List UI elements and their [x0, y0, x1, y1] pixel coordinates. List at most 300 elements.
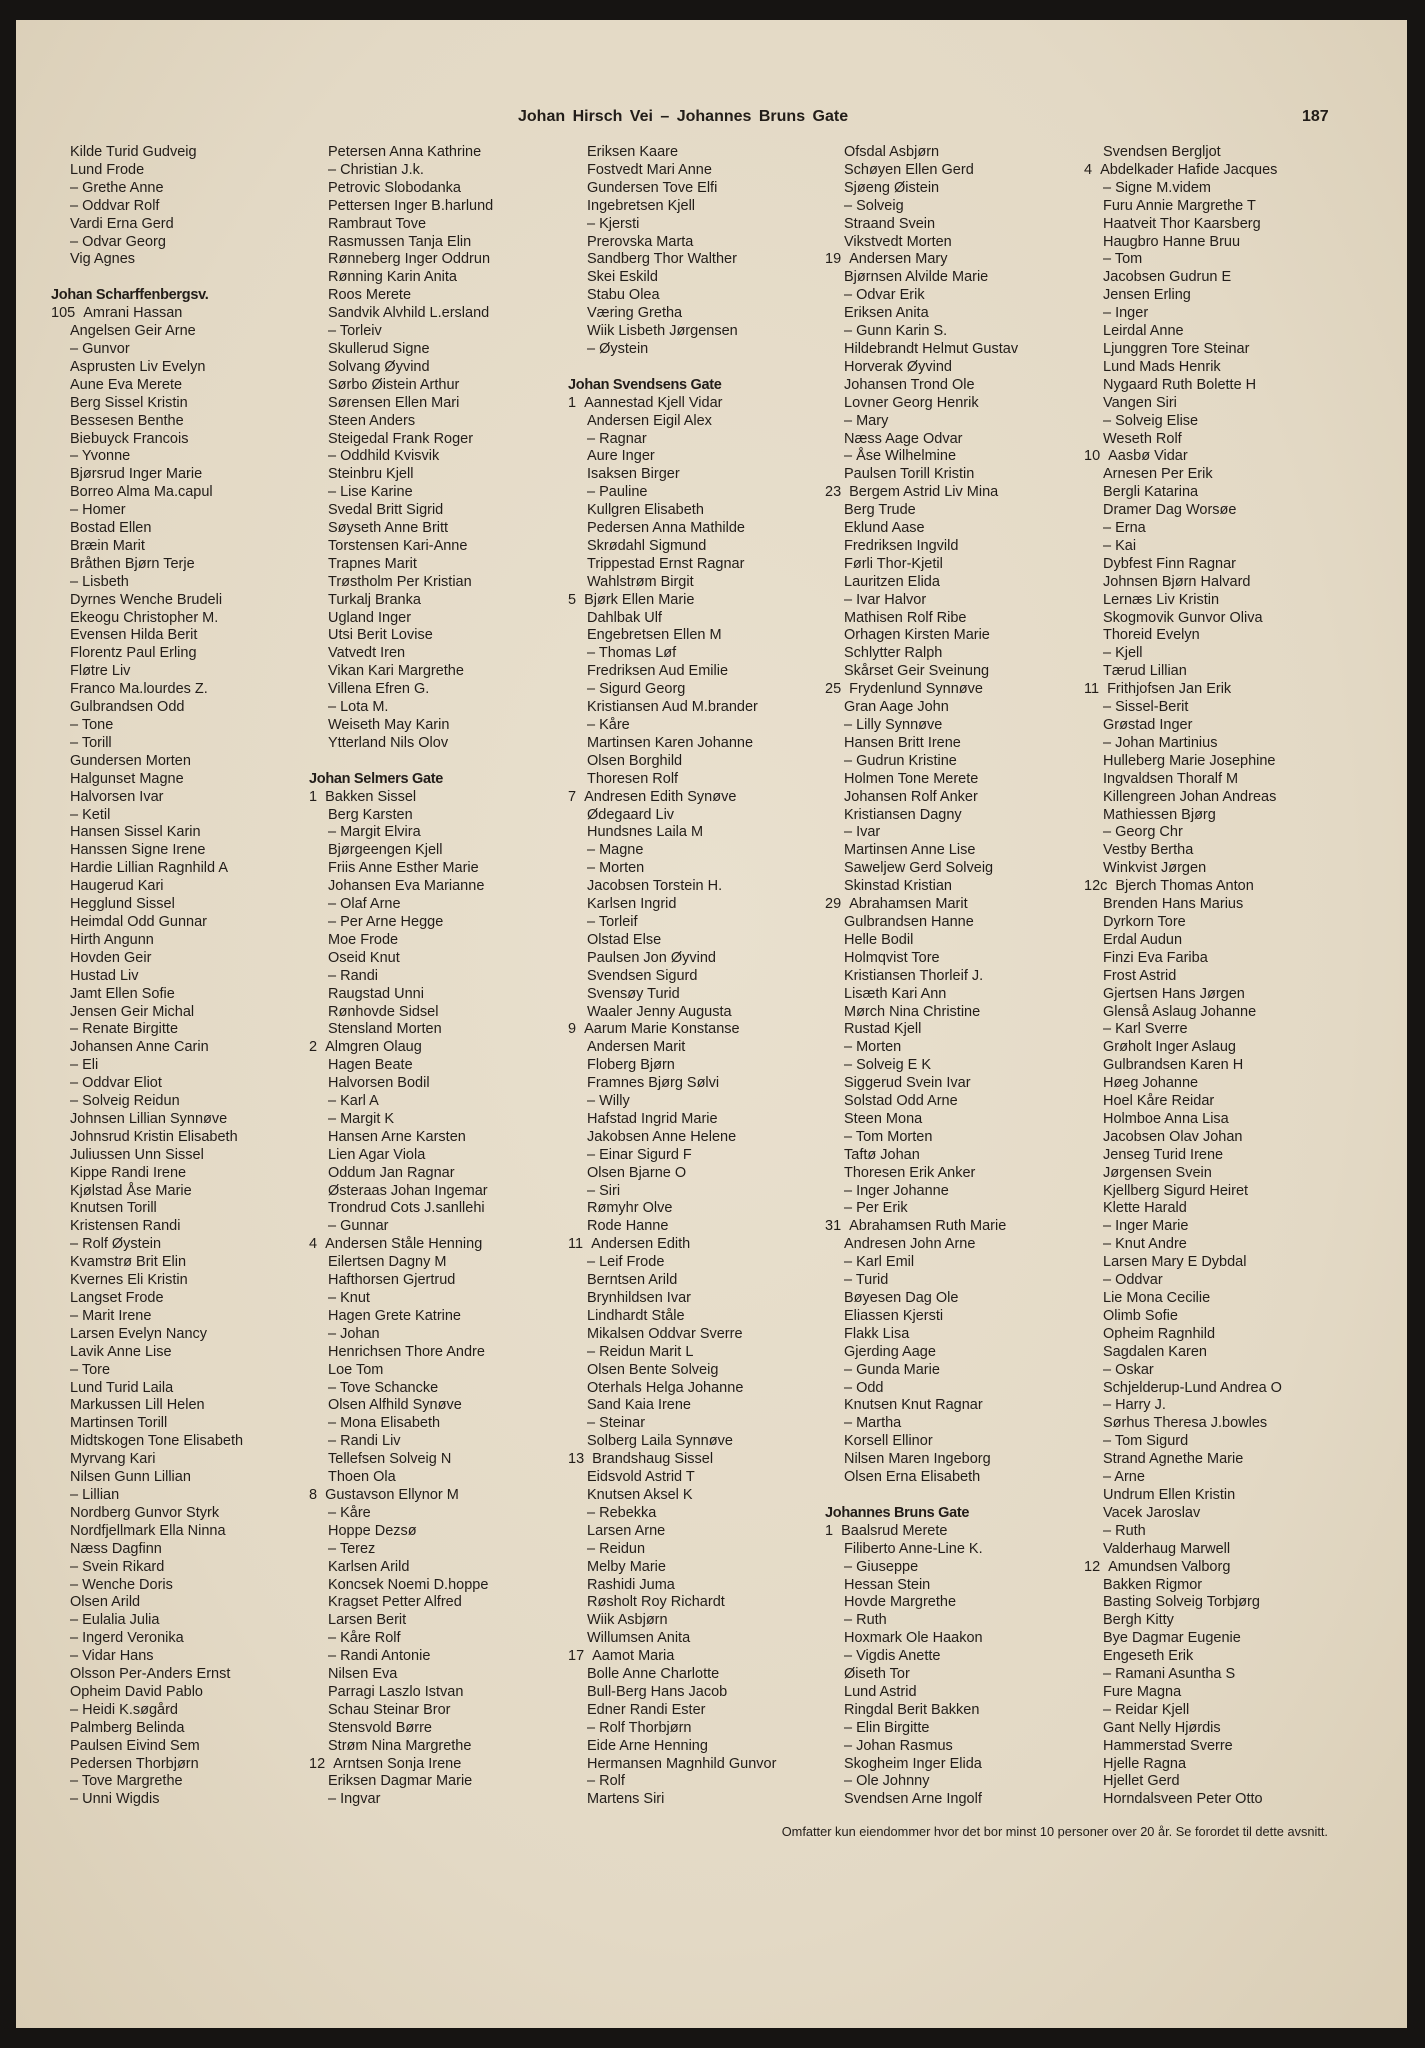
directory-entry: [51, 914, 301, 932]
resident-name: – Lilly Synnøve: [844, 717, 943, 733]
resident-name: Hoxmark Ole Haakon: [844, 1630, 983, 1647]
directory-entry: [825, 1702, 1075, 1720]
resident-name: Holmen Tone Merete: [844, 770, 979, 787]
directory-entry: [51, 1254, 301, 1272]
resident-name: – Eulalia Julia: [70, 1612, 160, 1629]
resident-name: Heimdal Odd Gunnar: [70, 913, 208, 930]
directory-entry: [51, 359, 301, 377]
resident-name: – Kai: [1103, 537, 1137, 554]
resident-name: Andersen Marit: [587, 1039, 686, 1056]
resident-name: – Oddvar Rolf: [70, 197, 160, 214]
resident-name: Lernæs Liv Kristin: [1103, 591, 1220, 608]
resident-name: Hagen Beate: [328, 1057, 413, 1074]
resident-name: Johnsen Lillian Synnøve: [70, 1110, 228, 1127]
street-heading: Johan Scharffenbergsv.: [51, 287, 209, 304]
directory-entry: [825, 824, 1075, 842]
resident-name: – Olaf Arne: [328, 896, 401, 913]
resident-name: Fure Magna: [1103, 1683, 1182, 1700]
directory-entry: [825, 377, 1075, 395]
directory-entry: [825, 1254, 1075, 1272]
resident-name: Erdal Audun: [1103, 931, 1183, 948]
house-number: 29: [825, 896, 842, 913]
directory-entry: [51, 824, 301, 842]
directory-entry: [309, 251, 559, 269]
resident-name: – Turid: [844, 1272, 889, 1289]
resident-name: Larsen Arne: [587, 1522, 666, 1539]
directory-entry: [51, 1612, 301, 1630]
directory-entry: [51, 574, 301, 592]
resident-name: Aamot Maria: [592, 1648, 675, 1665]
page-number: 187: [1302, 108, 1329, 125]
directory-entry: [1084, 1093, 1334, 1111]
directory-entry: [309, 520, 559, 538]
directory-entry: [1084, 860, 1334, 878]
directory-entry: [568, 395, 818, 413]
resident-name: Bergem Astrid Liv Mina: [849, 484, 999, 501]
resident-name: Larsen Mary E Dybdal: [1103, 1254, 1247, 1271]
directory-entry: [825, 950, 1075, 968]
directory-entry: [309, 1505, 559, 1523]
resident-name: Juliussen Unn Sissel: [70, 1146, 204, 1163]
directory-entry: [568, 1577, 818, 1595]
resident-name: – Thomas Løf: [587, 645, 677, 662]
directory-entry: [1084, 627, 1334, 645]
directory-entry: [309, 180, 559, 198]
directory-entry: [1084, 1129, 1334, 1147]
house-number: 9: [568, 1021, 577, 1038]
resident-name: – Ingvar: [328, 1791, 381, 1808]
directory-entry: [568, 198, 818, 216]
directory-entry: [568, 1397, 818, 1415]
directory-entry: [51, 1308, 301, 1326]
resident-name: Gulbrandsen Hanne: [844, 913, 974, 930]
directory-entry: [1084, 1075, 1334, 1093]
resident-name: Bergh Kitty: [1103, 1612, 1174, 1629]
directory-entry: [309, 932, 559, 950]
directory-entry: [51, 807, 301, 825]
resident-name: Turkalj Branka: [328, 591, 421, 608]
directory-entry: [51, 1021, 301, 1039]
directory-entry: [51, 1666, 301, 1684]
directory-entry: [825, 1183, 1075, 1201]
resident-name: – Tom Morten: [844, 1128, 933, 1145]
directory-entry: [568, 1344, 818, 1362]
resident-name: – Solveig Elise: [1103, 412, 1199, 429]
resident-name: Andresen Edith Synøve: [584, 788, 737, 805]
directory-entry: [309, 144, 559, 162]
directory-entry: [309, 878, 559, 896]
directory-entry: [825, 180, 1075, 198]
resident-name: Schjelderup-Lund Andrea O: [1103, 1379, 1282, 1396]
resident-name: Hovden Geir: [70, 949, 152, 966]
resident-name: Svendsen Bergljot: [1103, 144, 1221, 160]
resident-name: – Renate Birgitte: [70, 1021, 179, 1038]
directory-entry: [1084, 699, 1334, 717]
directory-column-3: [568, 144, 818, 1809]
resident-name: Kvernes Eli Kristin: [70, 1272, 188, 1289]
directory-entry: [825, 1577, 1075, 1595]
footnote: Omfatter kun eiendommer hvor det bor minst 10 personer over 20 år. Se forordet til dette avsnitt.: [781, 1824, 1328, 1839]
directory-entry: [1084, 538, 1334, 556]
resident-name: Utsi Berit Lovise: [328, 627, 433, 644]
directory-entry: [51, 1344, 301, 1362]
resident-name: Jørgensen Svein: [1103, 1164, 1212, 1181]
resident-name: Wahlstrøm Birgit: [587, 573, 694, 590]
directory-entry: [51, 538, 301, 556]
directory-entry: [1084, 216, 1334, 234]
resident-name: – Ketil: [70, 806, 111, 823]
resident-name: Tærud Lillian: [1103, 663, 1187, 680]
directory-entry: [309, 1720, 559, 1738]
resident-name: Kristiansen Dagny: [844, 806, 962, 823]
resident-name: Søyseth Anne Britt: [328, 520, 449, 537]
directory-entry: [825, 1057, 1075, 1075]
resident-name: – Lisbeth: [70, 573, 129, 590]
directory-entry: [309, 1630, 559, 1648]
resident-name: – Ruth: [1103, 1522, 1146, 1539]
resident-name: – Tom: [1103, 251, 1143, 268]
resident-name: – Grethe Anne: [70, 179, 164, 196]
directory-entry: [568, 986, 818, 1004]
directory-entry: [568, 1720, 818, 1738]
directory-entry: [568, 574, 818, 592]
resident-name: – Morten: [587, 860, 645, 877]
resident-name: Prerovska Marta: [587, 233, 694, 250]
directory-entry: [309, 1612, 559, 1630]
directory-entry: [309, 413, 559, 431]
directory-entry: [825, 1344, 1075, 1362]
directory-entry: [51, 448, 301, 466]
resident-name: Asprusten Liv Evelyn: [70, 358, 206, 375]
resident-name: Knutsen Aksel K: [587, 1486, 693, 1503]
resident-name: Hoel Kåre Reidar: [1103, 1093, 1215, 1110]
directory-entry: [568, 234, 818, 252]
directory-entry: [1084, 1612, 1334, 1630]
resident-name: Trippestad Ernst Ragnar: [587, 555, 745, 572]
directory-entry: [568, 1612, 818, 1630]
directory-entry: [309, 431, 559, 449]
resident-name: Opheim Ragnhild: [1103, 1325, 1216, 1342]
resident-name: Johansen Anne Carin: [70, 1039, 209, 1056]
directory-entry: [568, 1004, 818, 1022]
directory-entry: [1084, 878, 1334, 896]
resident-name: Vatvedt Iren: [328, 645, 406, 662]
resident-name: – Vidar Hans: [70, 1648, 154, 1665]
resident-name: Lovner Georg Henrik: [844, 394, 979, 411]
resident-name: Parragi Laszlo Istvan: [328, 1683, 464, 1700]
directory-entry: [568, 1451, 818, 1469]
resident-name: Grøstad Inger: [1103, 717, 1193, 733]
resident-name: – Yvonne: [70, 448, 131, 465]
directory-entry: [1084, 1469, 1334, 1487]
resident-name: Paulsen Jon Øyvind: [587, 949, 716, 966]
directory-entry: [309, 699, 559, 717]
resident-name: – Siri: [587, 1182, 621, 1199]
directory-entry: [825, 932, 1075, 950]
house-number: 8: [309, 1486, 318, 1503]
directory-entry: [568, 789, 818, 807]
directory-entry: [1084, 466, 1334, 484]
resident-name: Berg Trude: [844, 502, 916, 519]
resident-name: Holmboe Anna Lisa: [1103, 1110, 1229, 1127]
directory-entry: [309, 1057, 559, 1075]
house-number: 1: [309, 788, 318, 805]
resident-name: – Åse Wilhelmine: [844, 448, 957, 465]
directory-entry: [568, 269, 818, 287]
directory-entry: [1084, 1523, 1334, 1541]
resident-name: Sandberg Thor Walther: [587, 251, 737, 268]
resident-name: Furu Annie Margrethe T: [1103, 197, 1256, 214]
resident-name: Fredriksen Aud Emilie: [587, 663, 729, 680]
directory-entry: [51, 645, 301, 663]
directory-entry: [568, 681, 818, 699]
resident-name: Solvang Øyvind: [328, 358, 430, 375]
resident-name: – Per Erik: [844, 1200, 908, 1217]
resident-name: Kristensen Randi: [70, 1218, 181, 1235]
resident-name: Olstad Else: [587, 931, 662, 948]
directory-entry: [568, 1200, 818, 1218]
resident-name: Finzi Eva Fariba: [1103, 949, 1208, 966]
directory-entry: [825, 807, 1075, 825]
directory-entry: [1084, 1630, 1334, 1648]
directory-entry: [309, 1290, 559, 1308]
resident-name: Bolle Anne Charlotte: [587, 1666, 720, 1683]
resident-name: Lund Mads Henrik: [1103, 358, 1221, 375]
resident-name: Henrichsen Thore Andre: [328, 1343, 485, 1360]
directory-entry: [568, 1326, 818, 1344]
resident-name: Eriksen Anita: [844, 305, 929, 322]
resident-name: – Lota M.: [328, 699, 389, 716]
resident-name: Karlsen Ingrid: [587, 896, 677, 913]
directory-entry: [568, 1415, 818, 1433]
directory-entry: [51, 699, 301, 717]
directory-entry: [309, 1684, 559, 1702]
resident-name: Kippe Randi Irene: [70, 1164, 187, 1181]
directory-entry: [309, 645, 559, 663]
resident-name: Weiseth May Karin: [328, 717, 450, 733]
directory-entry: [309, 789, 559, 807]
resident-name: Koncsek Noemi D.hoppe: [328, 1576, 489, 1593]
directory-entry: [309, 592, 559, 610]
directory-entry: [1084, 1057, 1334, 1075]
directory-entry: [309, 1523, 559, 1541]
resident-name: Friis Anne Esther Marie: [328, 860, 479, 877]
directory-entry: [825, 1004, 1075, 1022]
street-heading: Johannes Bruns Gate: [825, 1504, 970, 1521]
directory-entry: [51, 1756, 301, 1774]
resident-name: – Gudrun Kristine: [844, 752, 957, 769]
directory-entry: [568, 1165, 818, 1183]
directory-entry: [1084, 1559, 1334, 1577]
directory-entry: [1084, 1756, 1334, 1774]
directory-entry: [51, 1039, 301, 1057]
directory-entry: [568, 413, 818, 431]
directory-entry: [51, 1075, 301, 1093]
resident-name: Raugstad Unni: [328, 985, 424, 1002]
resident-name: Torstensen Kari-Anne: [328, 537, 468, 554]
resident-name: – Steinar: [587, 1415, 646, 1432]
directory-entry: [309, 1451, 559, 1469]
resident-name: Ingvaldsen Thoralf M: [1103, 770, 1239, 787]
directory-entry: [568, 1254, 818, 1272]
resident-name: – Mary: [844, 412, 889, 429]
directory-entry: [825, 771, 1075, 789]
directory-entry: [309, 735, 559, 753]
resident-name: – Morten: [844, 1039, 902, 1056]
directory-entry: [51, 1147, 301, 1165]
directory-entry: [51, 502, 301, 520]
directory-entry: [51, 1577, 301, 1595]
resident-name: Nygaard Ruth Bolette H: [1103, 376, 1257, 393]
directory-entry: [309, 1236, 559, 1254]
directory-entry: [825, 305, 1075, 323]
directory-entry: [51, 1773, 301, 1791]
resident-name: Hansen Sissel Karin: [70, 824, 201, 841]
resident-name: Lindhardt Ståle: [587, 1307, 685, 1324]
directory-entry: [309, 807, 559, 825]
house-number: 11: [1084, 681, 1100, 698]
resident-name: Willumsen Anita: [587, 1630, 691, 1647]
directory-entry: [309, 1756, 559, 1774]
directory-entry: [825, 1380, 1075, 1398]
directory-entry: [51, 251, 301, 269]
resident-name: – Kåre: [587, 717, 630, 733]
resident-name: Glenså Aslaug Johanne: [1103, 1003, 1257, 1020]
directory-entry: [309, 556, 559, 574]
resident-name: Framnes Bjørg Sølvi: [587, 1075, 720, 1092]
resident-name: Olsen Bente Solveig: [587, 1361, 719, 1378]
resident-name: Engebretsen Ellen M: [587, 627, 722, 644]
directory-entry: [568, 807, 818, 825]
resident-name: – Georg Chr: [1103, 824, 1183, 841]
directory-entry: [309, 1004, 559, 1022]
resident-name: – Inger Marie: [1103, 1218, 1189, 1235]
resident-name: Ingebretsen Kjell: [587, 197, 696, 214]
resident-name: – Gunvor: [70, 340, 130, 357]
directory-entry: [51, 1272, 301, 1290]
directory-entry: [51, 1236, 301, 1254]
resident-name: – Tore: [70, 1361, 111, 1378]
directory-entry: [568, 771, 818, 789]
resident-name: Ofsdal Asbjørn: [844, 144, 940, 160]
resident-name: Vangen Siri: [1103, 394, 1177, 411]
resident-name: Skinstad Kristian: [844, 878, 952, 895]
directory-entry: [51, 1559, 301, 1577]
resident-name: Strøm Nina Margrethe: [328, 1737, 472, 1754]
resident-name: Ugland Inger: [328, 609, 412, 626]
resident-name: – Tone: [70, 717, 114, 733]
directory-entry: [825, 663, 1075, 681]
resident-name: Kullgren Elisabeth: [587, 502, 704, 519]
resident-name: Andersen Eigil Alex: [587, 412, 712, 429]
resident-name: – Karl Emil: [844, 1254, 915, 1271]
resident-name: – Arne: [1103, 1469, 1145, 1486]
directory-entry: [1084, 395, 1334, 413]
resident-name: Orhagen Kirsten Marie: [844, 627, 990, 644]
resident-name: – Odvar Georg: [70, 233, 166, 250]
resident-name: Hafthorsen Gjertrud: [328, 1272, 456, 1289]
resident-name: Jacobsen Gudrun E: [1103, 269, 1232, 286]
resident-name: Hirth Angunn: [70, 931, 154, 948]
directory-entry: [1084, 1021, 1334, 1039]
resident-name: – Randi Liv: [328, 1433, 401, 1450]
directory-entry: [1084, 305, 1334, 323]
resident-name: Ytterland Nils Olov: [328, 734, 449, 751]
directory-entry: [309, 323, 559, 341]
directory-entry: [1084, 1773, 1334, 1791]
directory-entry: [568, 1505, 818, 1523]
resident-name: Svendsen Sigurd: [587, 967, 698, 984]
directory-entry: [51, 1362, 301, 1380]
directory-entry: [51, 1791, 301, 1809]
directory-entry: [568, 466, 818, 484]
resident-name: Steen Anders: [328, 412, 416, 429]
house-number: 1: [568, 394, 577, 411]
directory-entry: [51, 1004, 301, 1022]
resident-name: Arntsen Sonja Irene: [333, 1755, 462, 1772]
directory-entry: [568, 1594, 818, 1612]
directory-entry: [568, 932, 818, 950]
directory-entry: [51, 162, 301, 180]
directory-entry: [51, 1487, 301, 1505]
resident-name: Andersen Ståle Henning: [325, 1236, 483, 1253]
directory-entry: [1084, 842, 1334, 860]
resident-name: Skogheim Inger Elida: [844, 1755, 982, 1772]
directory-entry: [825, 1290, 1075, 1308]
resident-name: – Giuseppe: [844, 1558, 919, 1575]
directory-entry: [309, 1272, 559, 1290]
resident-name: Hovde Margrethe: [844, 1594, 957, 1611]
directory-entry: [309, 1666, 559, 1684]
directory-entry: [51, 1218, 301, 1236]
directory-entry: [1084, 592, 1334, 610]
resident-name: Steen Mona: [844, 1110, 923, 1127]
resident-name: Horverak Øyvind: [844, 358, 952, 375]
resident-name: Gulbrandsen Odd: [70, 699, 185, 716]
directory-entry: [309, 914, 559, 932]
resident-name: Rønneberg Inger Oddrun: [328, 251, 491, 268]
resident-name: Svensøy Turid: [587, 985, 680, 1002]
resident-name: Berg Sissel Kristin: [70, 394, 188, 411]
resident-name: Loe Tom: [328, 1361, 384, 1378]
directory-entry: [568, 144, 818, 162]
directory-entry: [825, 610, 1075, 628]
resident-name: Hansen Arne Karsten: [328, 1128, 466, 1145]
resident-name: Oddum Jan Ragnar: [328, 1164, 455, 1181]
resident-name: Oseid Knut: [328, 949, 400, 966]
resident-name: Bråthen Bjørn Terje: [70, 555, 195, 572]
directory-entry: [1084, 287, 1334, 305]
directory-entry: [568, 663, 818, 681]
resident-name: Bjørk Ellen Marie: [584, 591, 695, 608]
resident-name: Winkvist Jørgen: [1103, 860, 1207, 877]
resident-name: Vikstvedt Morten: [844, 233, 952, 250]
resident-name: – Kåre: [328, 1504, 371, 1521]
directory-entry: [51, 1469, 301, 1487]
directory-entry: [825, 1236, 1075, 1254]
directory-entry: [825, 968, 1075, 986]
resident-name: Østeraas Johan Ingemar: [328, 1182, 488, 1199]
directory-entry: [1084, 1344, 1334, 1362]
directory-column-5: [1084, 144, 1334, 1809]
directory-entry: [1084, 180, 1334, 198]
directory-entry: [309, 1165, 559, 1183]
directory-entry: [825, 574, 1075, 592]
resident-name: – Einar Sigurd F: [587, 1146, 692, 1163]
directory-entry: [309, 395, 559, 413]
directory-entry: [309, 1254, 559, 1272]
resident-name: Hessan Stein: [844, 1576, 931, 1593]
